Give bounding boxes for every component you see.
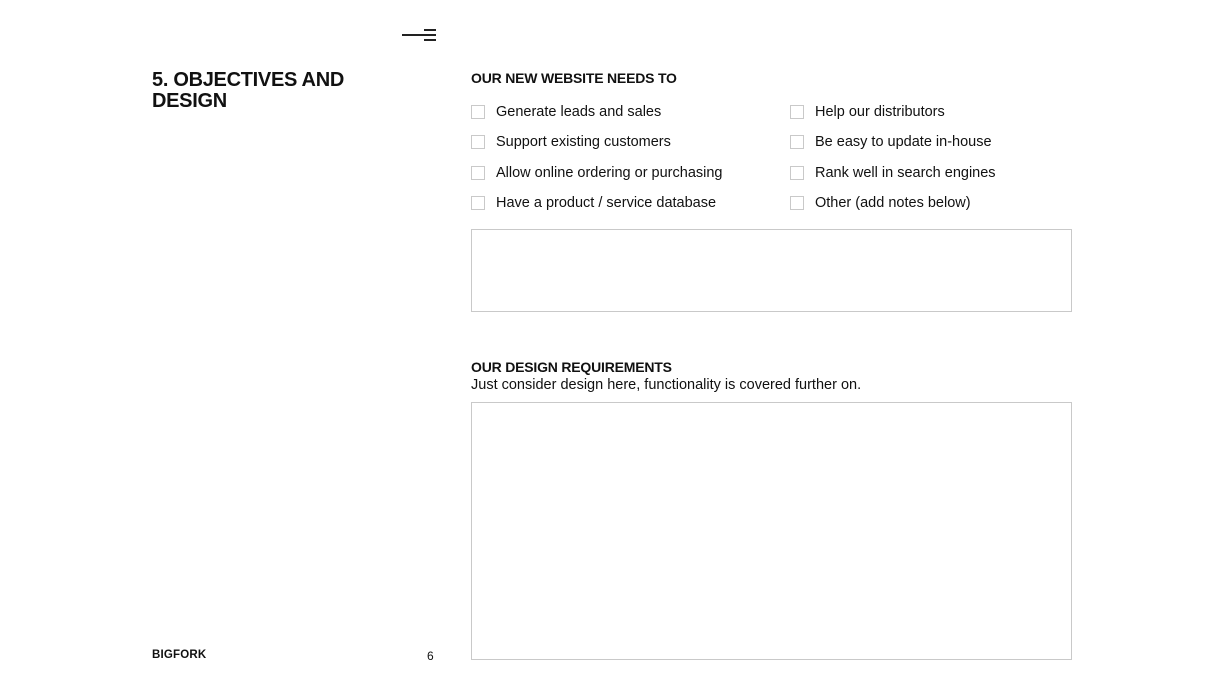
checkbox-icon[interactable] [790,196,804,210]
page-number: 6 [427,649,434,663]
checkbox-icon[interactable] [471,166,485,180]
checkbox-support-customers[interactable] [471,132,671,152]
checkbox-online-ordering[interactable] [471,163,723,183]
checkbox-label: Other (add notes below) [815,195,971,211]
checkbox-label: Help our distributors [815,104,945,120]
checkbox-label: Allow online ordering or purchasing [496,165,723,181]
checkbox-icon[interactable] [471,196,485,210]
checkbox-icon[interactable] [790,135,804,149]
design-requirements-textarea[interactable] [471,402,1072,660]
checkbox-icon[interactable] [471,135,485,149]
checkbox-icon[interactable] [790,105,804,119]
checkbox-label: Have a product / service database [496,195,717,211]
design-heading: OUR DESIGN REQUIREMENTS [471,359,672,375]
checkbox-rank-search[interactable] [790,163,996,183]
checkbox-icon[interactable] [790,166,804,180]
checkbox-label: Generate leads and sales [496,104,662,120]
checkbox-icon[interactable] [471,105,485,119]
checkbox-other[interactable] [790,193,971,213]
checkbox-product-database[interactable] [471,193,716,213]
hamburger-menu-icon[interactable] [402,28,436,42]
design-subtext: Just consider design here, functionality is covered further on. [471,377,862,393]
needs-heading: OUR NEW WEBSITE NEEDS TO [471,70,677,86]
checkbox-help-distributors[interactable] [790,102,945,122]
checkbox-easy-update[interactable] [790,132,992,152]
section-title: 5. OBJECTIVES AND DESIGN [152,69,344,112]
checkbox-label: Support existing customers [496,134,671,150]
checkbox-generate-leads[interactable] [471,102,661,122]
footer-brand: BIGFORK [152,649,207,661]
checkbox-label: Rank well in search engines [815,165,996,181]
checkbox-label: Be easy to update in-house [815,134,992,150]
needs-notes-textarea[interactable] [471,229,1072,312]
